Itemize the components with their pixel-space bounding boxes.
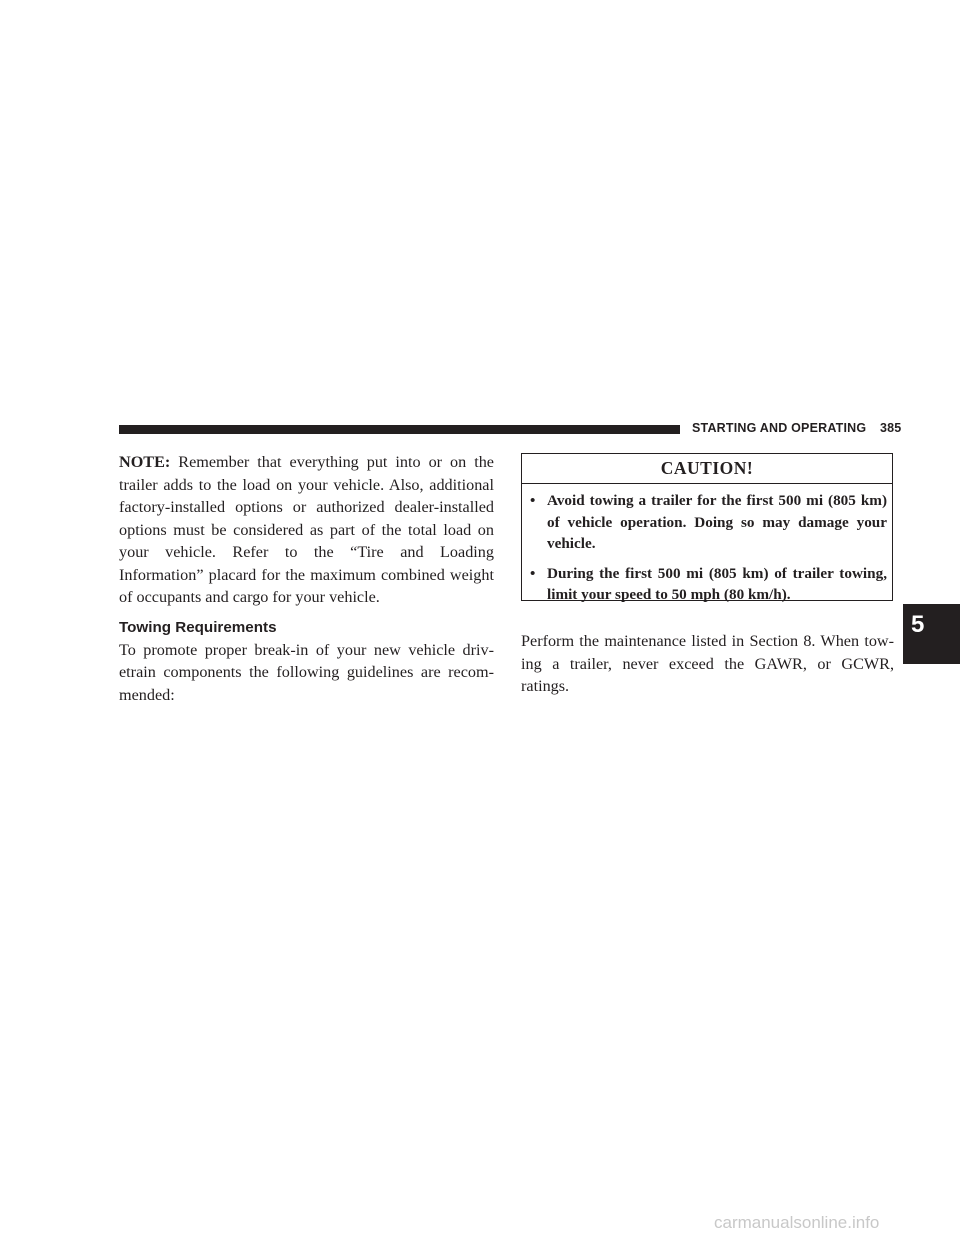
caution-item-text: Avoid towing a trailer for the first 500 mi (805 km) of vehicle operation. Doing so may damage your vehicle. <box>547 492 887 552</box>
note-text: Remember that everything put into or on the trailer adds to the load on your vehicle. Also, additional factory-installed options or authorized dealer-installed options must be considered as part of the total load on your vehicle. Refer to the “Tire and Loading Information” placard for the maximum combined weight of occupants and cargo for your vehicle. <box>119 453 494 606</box>
right-column <box>521 630 894 698</box>
bullet-icon: • <box>530 492 536 509</box>
maintenance-paragraph: Perform the maintenance listed in Section 8. When tow- ing a trailer, never exceed the GAWR, or GCWR, ratings. <box>521 632 894 695</box>
caution-title: CAUTION! <box>522 454 892 484</box>
caution-list <box>522 484 892 606</box>
section-title: STARTING AND OPERATING <box>692 421 867 435</box>
left-column <box>119 451 494 706</box>
caution-item-text: During the first 500 mi (805 km) of trailer towing, limit your speed to 50 mph (80 km/h). <box>547 564 887 603</box>
caution-item <box>530 563 887 606</box>
note-paragraph <box>119 451 494 609</box>
running-header <box>692 421 901 435</box>
header-rule <box>119 425 680 434</box>
caution-box <box>521 453 893 601</box>
section-tab: 5 <box>903 604 960 664</box>
towing-requirements-heading: Towing Requirements <box>119 618 277 636</box>
bullet-icon: • <box>530 564 536 582</box>
towing-requirements-paragraph: To promote proper break-in of your new vehicle driv- etrain components the following guidelines are recom- mended: <box>119 640 494 704</box>
note-label: NOTE: <box>119 453 171 471</box>
page-number: 385 <box>880 421 902 435</box>
caution-item <box>530 490 887 555</box>
watermark-text: carmanualsonline.info <box>714 1213 880 1232</box>
